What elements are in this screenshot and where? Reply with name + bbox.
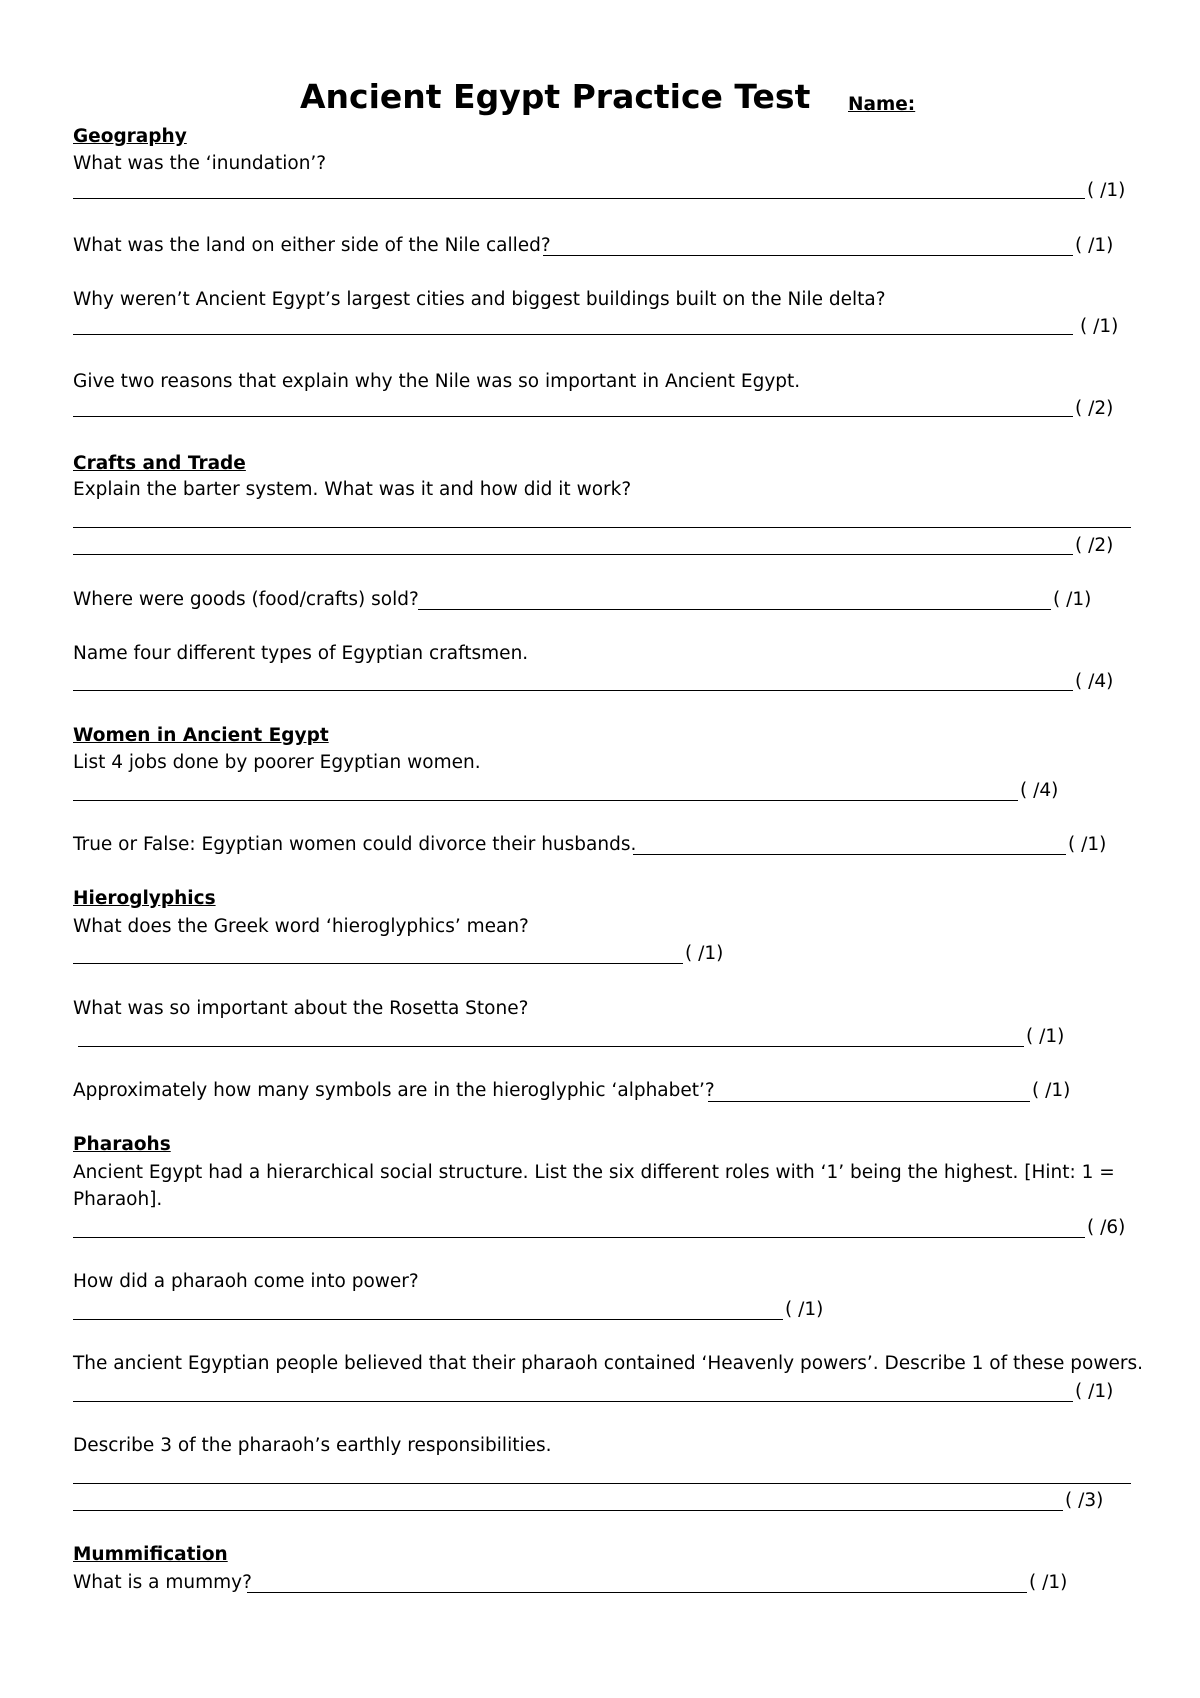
section-heading-pharaohs: Pharaohs xyxy=(73,1134,171,1155)
question-text: The ancient Egyptian people believed that their pharaoh contained ‘Heavenly powers’. Describe 1 of these powers. xyxy=(73,1353,1143,1374)
question-text: Where were goods (food/crafts) sold? xyxy=(73,589,419,610)
answer-line[interactable] xyxy=(247,1592,1027,1593)
question-text: What was the ‘inundation’? xyxy=(73,153,327,174)
marks-label: ( /2) xyxy=(1075,398,1114,419)
marks-label: ( /6) xyxy=(1087,1217,1126,1238)
section-heading-crafts-and-trade: Crafts and Trade xyxy=(73,453,246,474)
page-title: Ancient Egypt Practice Test xyxy=(300,77,811,116)
answer-line[interactable] xyxy=(73,1510,1063,1511)
answer-line[interactable] xyxy=(73,554,1073,555)
name-label: Name: xyxy=(848,94,916,115)
marks-label: ( /1) xyxy=(1029,1572,1068,1593)
question-text: Pharaoh]. xyxy=(73,1189,163,1210)
question-text: What does the Greek word ‘hieroglyphics’ mean? xyxy=(73,916,529,937)
marks-label: ( /1) xyxy=(1068,834,1107,855)
answer-line[interactable] xyxy=(73,334,1073,335)
question-text: What is a mummy? xyxy=(73,1572,252,1593)
answer-line[interactable] xyxy=(418,609,1051,610)
question-text: True or False: Egyptian women could divorce their husbands. xyxy=(73,834,637,855)
marks-label: ( /1) xyxy=(1026,1026,1065,1047)
section-heading-mummification: Mummification xyxy=(73,1544,228,1565)
answer-line[interactable] xyxy=(73,963,683,964)
question-text: Describe 3 of the pharaoh’s earthly responsibilities. xyxy=(73,1435,552,1456)
answer-line[interactable] xyxy=(73,416,1073,417)
question-text: Explain the barter system. What was it and how did it work? xyxy=(73,479,632,500)
answer-line[interactable] xyxy=(708,1101,1030,1102)
section-heading-women: Women in Ancient Egypt xyxy=(73,725,329,746)
answer-line[interactable] xyxy=(73,1237,1085,1238)
marks-label: ( /1) xyxy=(1087,180,1126,201)
question-text: Give two reasons that explain why the Nile was so important in Ancient Egypt. xyxy=(73,371,801,392)
answer-line[interactable] xyxy=(633,854,1066,855)
answer-line[interactable] xyxy=(543,255,1073,256)
marks-label: ( /2) xyxy=(1075,535,1114,556)
question-text: List 4 jobs done by poorer Egyptian women. xyxy=(73,752,481,773)
question-text: Ancient Egypt had a hierarchical social structure. List the six different roles with ‘1’ being the highest. [Hint: 1 = xyxy=(73,1162,1115,1183)
marks-label: ( /1) xyxy=(785,1299,824,1320)
answer-line[interactable] xyxy=(73,690,1073,691)
marks-label: ( /1) xyxy=(1075,1381,1114,1402)
answer-line[interactable] xyxy=(73,527,1131,528)
marks-label: ( /4) xyxy=(1075,671,1114,692)
answer-line[interactable] xyxy=(73,800,1018,801)
marks-label: ( /3) xyxy=(1065,1490,1104,1511)
answer-line[interactable] xyxy=(73,1319,783,1320)
answer-line[interactable] xyxy=(73,198,1085,199)
section-heading-geography: Geography xyxy=(73,126,187,147)
marks-label: ( /1) xyxy=(1075,235,1114,256)
marks-label: ( /1) xyxy=(1032,1080,1071,1101)
answer-line[interactable] xyxy=(73,1401,1073,1402)
marks-label: ( /1) xyxy=(1053,589,1092,610)
question-text: Approximately how many symbols are in the hieroglyphic ‘alphabet’? xyxy=(73,1080,715,1101)
marks-label: ( /1) xyxy=(1080,316,1119,337)
question-text: How did a pharaoh come into power? xyxy=(73,1271,419,1292)
question-text: Why weren’t Ancient Egypt’s largest cities and biggest buildings built on the Nile delta? xyxy=(73,289,886,310)
marks-label: ( /4) xyxy=(1020,780,1059,801)
marks-label: ( /1) xyxy=(685,943,724,964)
question-text: What was so important about the Rosetta Stone? xyxy=(73,998,529,1019)
answer-line[interactable] xyxy=(78,1046,1024,1047)
answer-line[interactable] xyxy=(73,1483,1131,1484)
section-heading-hieroglyphics: Hieroglyphics xyxy=(73,888,216,909)
question-text: Name four different types of Egyptian craftsmen. xyxy=(73,643,529,664)
question-text: What was the land on either side of the Nile called? xyxy=(73,235,551,256)
